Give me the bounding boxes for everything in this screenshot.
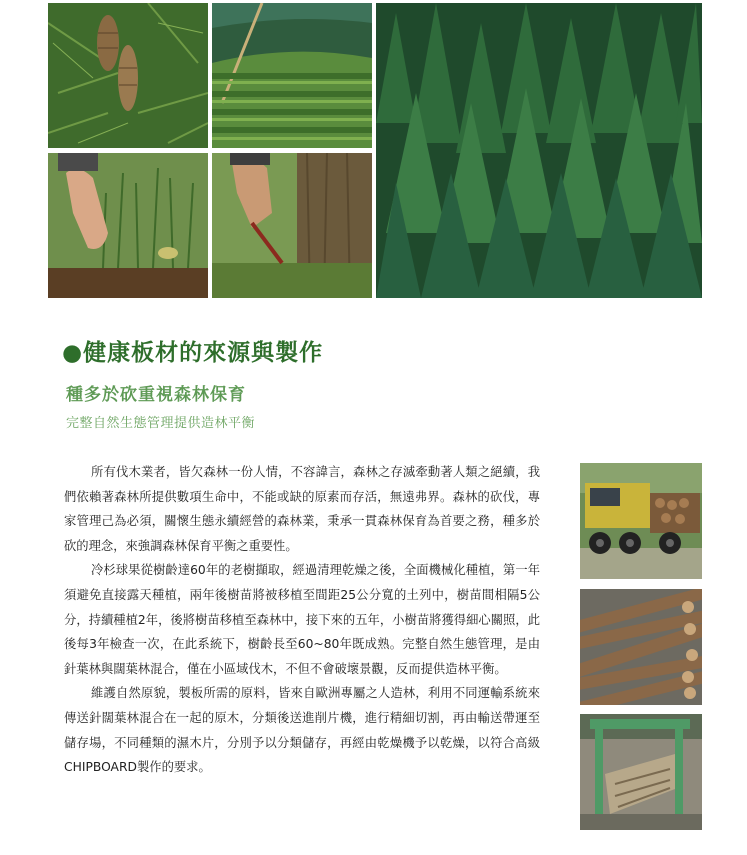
paragraph-forest-conservation: 所有伐木業者，皆欠森林一份人情，不容諱言，森林之存滅牽動著人類之絕續，我們依賴著森林所提供數項生命中，不能或缺的原素而存活，無遠弗界。森林的砍伐，專家管理己為必須，關懷生態永續經營的森林業，秉承一貫森林保育為首要之務，種多於砍的理念，來強調森林保育平衡之重要性。 <box>64 465 540 553</box>
logging-truck-photo <box>580 463 702 579</box>
fir-cones-photo <box>48 3 208 148</box>
tree-nursery-photo <box>212 3 372 148</box>
stacked-logs-photo <box>580 589 702 705</box>
worker-planting-photo <box>212 153 372 298</box>
conifer-forest-photo <box>376 3 702 298</box>
paragraph-chipboard-production: 維護自然原貌，製板所需的原料，皆來自歐洲專屬之人造林，利用不同運輸系統來傳送針闊葉林混合在一起的原木，分類後送進削片機，進行精細切割，再由輸送帶運至儲存場，不同種類的濕木片，分別予以分類儲存，再經由乾燥機予以乾燥，以符合高級CHIPBOARD製作的要求。 <box>64 686 540 775</box>
section-tagline: 完整自然生態管理提供造林平衡 <box>66 416 256 431</box>
article-body <box>64 460 540 780</box>
paragraph-planting-process: 冷杉球果從樹齡達60年的老樹擷取，經過清理乾燥之後，全面機械化種植，第一年須避免直接露天種植，兩年後樹苗將被移植至間距25公分寬的土列中，樹苗間相隔5公分，持續種植2年，後將樹苗移植至森林中，接下來的五年，小樹苗將獲得細心關照，此後每3年檢查一次，在此系統下，樹齡長至60~80年既成熟。完整自然生態管理，是由針葉林與闊葉林混合，僅在小區域伐木，不但不會破壞景觀，反而提供造林平衡。 <box>64 563 540 676</box>
title-bullet: ● <box>62 340 84 366</box>
section-title-text: 健康板材的來源與製作 <box>83 340 324 366</box>
section-subtitle: 種多於砍重視森林保育 <box>66 385 246 405</box>
section-title <box>62 334 323 367</box>
chipping-machine-photo <box>580 714 702 830</box>
hand-planting-photo <box>48 153 208 298</box>
